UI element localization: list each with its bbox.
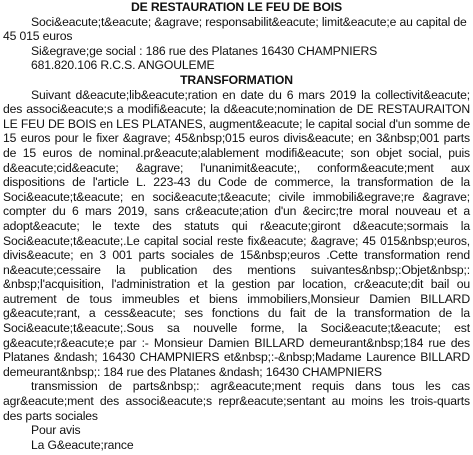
share-transfer-clause: transmission de parts&nbsp;: agr&eacute;ment requis dans tous les cas agr&eacute;ment des associ&eacute;s repr&eacute;sentant au moins les trois-quarts des parts sociales	[3, 379, 470, 423]
section-heading: TRANSFORMATION	[180, 72, 293, 87]
registered-office: Si&egrave;ge social : 186 rue des Platanes 16430 CHAMPNIERS	[31, 43, 378, 58]
signoff-management: La G&eacute;rance	[31, 437, 134, 452]
capital-line: Soci&eacute;t&eacute; &agrave; responsabilit&eacute; limit&eacute;e au capital de 45 015 euros	[3, 14, 467, 44]
rcs-number: 681.820.106 R.C.S. ANGOULEME	[31, 58, 215, 73]
signoff-for-notice: Pour avis	[31, 423, 81, 438]
transformation-body: Suivant d&eacute;lib&eacute;ration en date du 6 mars 2019 la collectivit&eacute; des associ&eacute;s a modifi&eacute; la d&eacute;nomination de DE RESTAURAITON LE FEU DE BOIS en LES PLATANES, augment&eacute; le capital social d'un somme de 15 euros pour le fixer &agrave; 45&nbsp;015 euros divis&eacute; en 3&nbsp;001 parts de 15 euros de nominal.pr&eacute;alablement modifi&eacute; son objet social, puis d&eacute;cid&eacute; &agrave; l'unanimit&eacute;, conform&eacute;ment aux dispositions de l'article L. 223-43 du Code de commerce, la transformation de la Soci&eacute;t&eacute; en soci&eacute;t&eacute; civile immobili&egrave;re &agrave; compter du 6 mars 2019, sans cr&eacute;ation d'un &ecirc;tre moral nouveau et a adopt&eacute; le texte des statuts qui r&eacute;giront d&eacute;sormais la Soci&eacute;t&eacute;.Le capital social reste fix&eacute; &agrave; 45 015&nbsp;euros, divis&eacute; en 3 001 parts sociales de 15&nbsp;euros .Cette transformation rend n&eacute;cessaire la publication des mentions suivantes&nbsp;:Objet&nbsp;: &nbsp;l'acquisition, l'administration et la gestion par location, cr&eacute;dit bail ou autrement de tous immeubles et biens immobiliers,Monsieur Damien BILLARD g&eacute;rant, a cess&eacute; ses fonctions du fait de la transformation de la Soci&eacute;t&eacute;.Sous sa nouvelle forme, la Soci&eacute;t&eacute; est g&eacute;r&eacute;e par :- Monsieur Damien BILLARD demeurant&nbsp;184 rue des Platanes &ndash; 16430 CHAMPNIERS et&nbsp;:-&nbsp;Madame Laurence BILLARD demeurant&nbsp;: 184 rue des Platanes &ndash; 16430 CHAMPNIERS	[3, 87, 470, 379]
company-title: DE RESTAURATION LE FEU DE BOIS	[130, 0, 343, 14]
